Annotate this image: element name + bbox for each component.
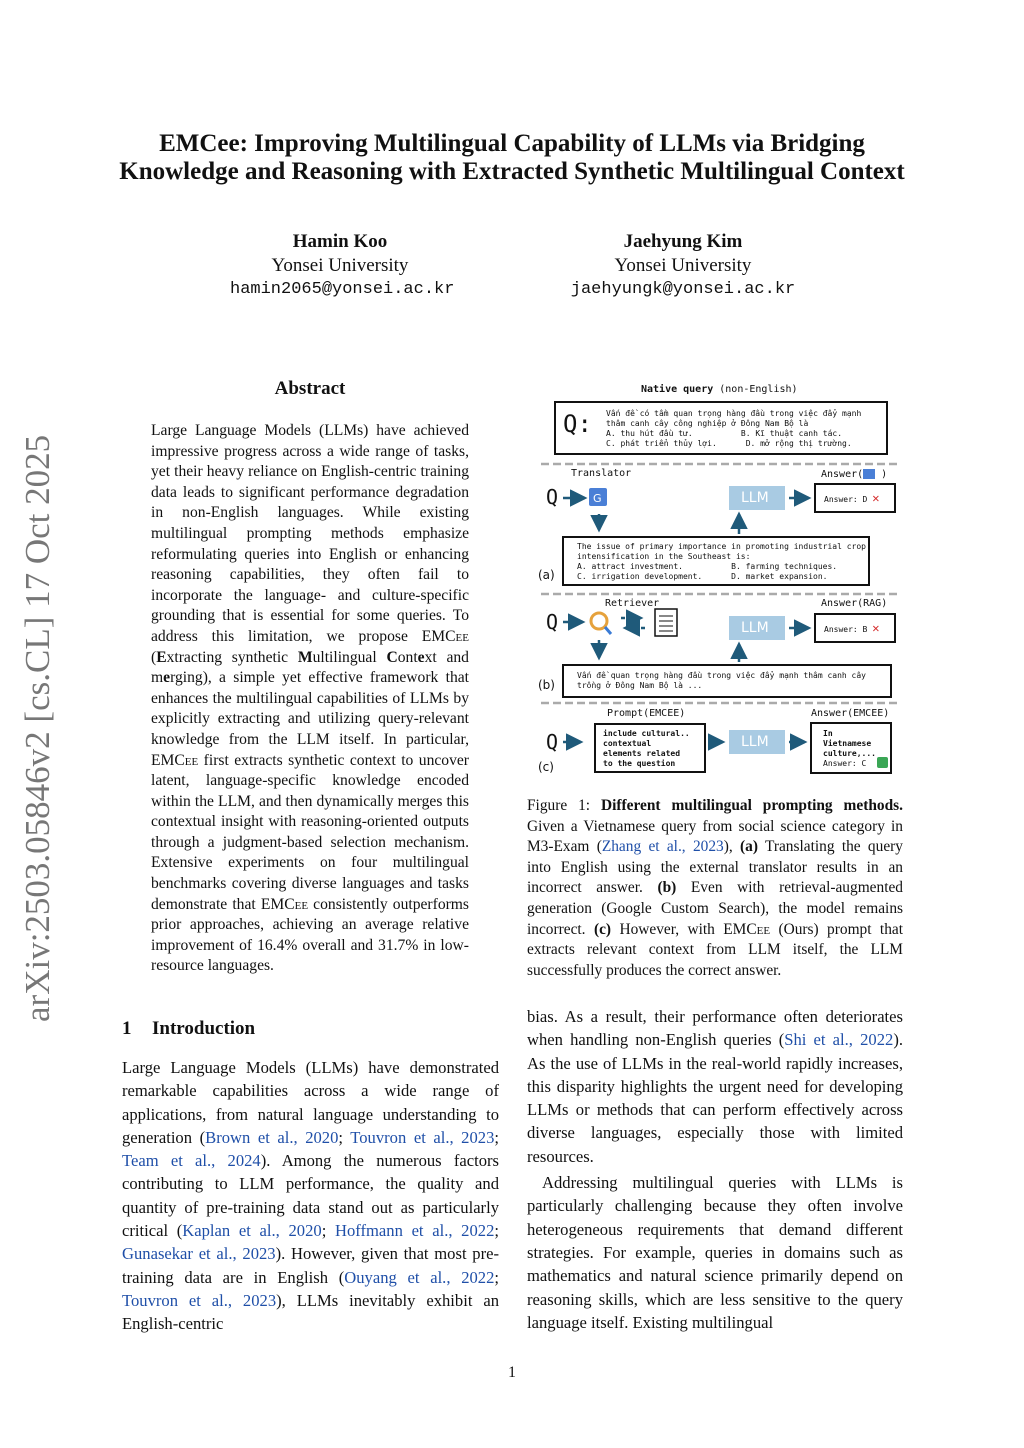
- paper-title: [0, 130, 1024, 186]
- prompt-text: include cultural.. contextual elements related to the question: [603, 729, 690, 768]
- section-heading-introduction: 1 Introduction: [122, 1018, 256, 1039]
- title-line-2: Knowledge and Reasoning with Extracted Synthetic Multilingual Context: [119, 158, 905, 185]
- check-icon: [877, 757, 888, 768]
- citation-link[interactable]: Gunasekar et al., 2023: [122, 1244, 276, 1264]
- q-label: Q:: [563, 410, 592, 438]
- abstract-body: Large Language Models (LLMs) have achieved impressive progress across a wide range of tasks, yet their heavy reliance on English-centric training data leads to significant performance degradation in non-English languages. While existing multilingual prompting methods emphasize reformulating queries into English or enhancing reasoning capabilities, they often fail to incorporate the language- and culture-specific grounding that is essential for some queries. To address this limitation, we propose EMCee (Extracting synthetic Multilingual Context and merging), a simple yet effective framework that enhances the multilingual capabilities of LLMs by explicitly extracting and utilizing query-relevant knowledge from the LLM itself. In particular, EMCee first extracts synthetic context to uncover latent, language-specific knowledge encoded within the LLM, and then dynamically merges this contextual insight with reasoning-oriented outputs through a judgment-based selection mechanism. Extensive experiments on four multilingual benchmarks covering diverse languages and tasks demonstrate that EMCee consistently outperforms prior approaches, achieving an average relative improvement of 16.4% overall and 31.7% in low-resource languages.: [151, 422, 470, 975]
- right-column-body: [527, 1005, 903, 1334]
- answer-label-b: Answer(RAG): [821, 598, 888, 609]
- arxiv-stamp: arXiv:2503.05846v2 [cs.CL] 17 Oct 2025: [18, 434, 57, 1022]
- native-query-text: Vấn đề có tầm quan trọng hàng đầu trong việc đẩy mạnh thâm canh cây công nghiệp ở Đông Nam Bộ là A. thu hút đầu tư. B. Kĩ thuật canh tác. C. phát triển thủy lợi. D. mở rộng thị trường.: [606, 409, 862, 448]
- abstract-heading: Abstract: [274, 378, 346, 399]
- translator-label: Translator: [571, 468, 632, 479]
- citation-link[interactable]: Ouyang et al., 2022: [344, 1267, 495, 1287]
- author-1: [230, 230, 455, 302]
- citation-link[interactable]: Team et al., 2024: [122, 1151, 261, 1171]
- answer-label-a: Answer( ): [821, 469, 888, 480]
- answer-c-text: In Vietnamese culture,... Answer: C: [823, 729, 876, 768]
- citation-link[interactable]: Touvron et al., 2023: [122, 1290, 277, 1310]
- document-icon: [655, 609, 677, 636]
- figure-1: G Native query (non-English) Q: Vấn đề có tầm quan trọng hàng đầu trong việc đẩy mạnh thâm canh cây công nghiệp ở Đông Nam Bộ là A. thu hút đầu tư. B. Kĩ thuật canh tác. C. phát triển thủy lợi. D. mở rộng thị trường. Translator Answer( ) Q LLM Answer: D ✕ The issue of primary importance in promoting industrial crop intensification in the Southeast is: A. attract investment. B. farming techniques. C. irrigation development. D. market expansion. (a) Retriever Answer(RAG) Q LLM Answer: B ✕ Vấn đề quan trọng hàng đầu trong việc đẩy mạnh thâm canh cây trồng ở Đông Nam Bộ là ... (b) Prompt(EMCEE) Answer(EMCEE) Q include cultural.. contextual elements related to the question LLM In Vietnamese culture,... Answer: C (c): [527, 380, 907, 780]
- search-icon: [591, 613, 607, 629]
- intro-paragraph: Large Language Models (LLMs) have demonstrated remarkable capabilities across a wide range of applications, from natural language understanding to generation (Brown et al., 2020; Touvron et al., 2023; Team et al., 2024). Among the numerous factors contributing to LLM performance, the quality and quantity of pre-training data stand out as particularly critical (Kaplan et al., 2020; Hoffmann et al., 2022; Gunasekar et al., 2023). However, given that most pre-training data are in English (Ouyang et al., 2022; Touvron et al., 2023), LLMs inevitably exhibit an English-centric: [122, 1058, 500, 1334]
- prompt-label: Prompt(EMCEE): [607, 708, 686, 719]
- paragraph: Addressing multilingual queries with LLMs is particularly challenging because they often involve heterogeneous requirements that demand different strategies. For example, queries in domains such as mathematics and natural science primarily depend on reasoning skills, which are less sensitive to the query language itself. Existing multilingual: [527, 1173, 903, 1332]
- author-affiliation: Yonsei University: [271, 255, 409, 276]
- retrieved-context-text: Vấn đề quan trọng hàng đầu trong việc đẩy mạnh thâm canh cây trồng ở Đông Nam Bộ là ...: [577, 671, 866, 690]
- citation-link[interactable]: Touvron et al., 2023: [350, 1127, 495, 1147]
- author-name: Hamin Koo: [292, 231, 388, 252]
- paragraph: bias. As a result, their performance often deteriorates when handling non-English queries (Shi et al., 2022). As the use of LLMs in the real-world rapidly increases, this disparity highlights the urgent need for developing LLMs or methods that can perform effectively across diverse languages, especially those with limited resources.: [527, 1007, 903, 1166]
- author-email[interactable]: jaehyungk@yonsei.ac.kr: [570, 280, 796, 299]
- figure-caption: Figure 1: Different multilingual prompting methods. Given a Vietnamese query from social science category in M3-Exam (Zhang et al., 2023), (a) Translating the query into English using the external translator results in an incorrect answer. (b) Even with retrieval-augmented generation (Google Custom Search), the model remains incorrect. (c) However, with EMCee (Ours) prompt that extracts relevant context from LLM itself, the LLM successfully produces the correct answer.: [527, 797, 903, 979]
- citation-link[interactable]: Hoffmann et al., 2022: [334, 1221, 495, 1241]
- author-affiliation: Yonsei University: [614, 255, 752, 276]
- author-name: Jaehyung Kim: [623, 231, 743, 252]
- citation-link[interactable]: Brown et al., 2020: [205, 1127, 339, 1147]
- page-number: 1: [508, 1364, 516, 1381]
- translated-query-text: The issue of primary importance in promoting industrial crop intensification in the Southeast is: A. attract investment. B. farming techniques. C. irrigation development. D. market expansion.: [577, 542, 866, 581]
- title-line-1: EMCee: Improving Multilingual Capability of LLMs via Bridging: [159, 130, 865, 157]
- citation-link[interactable]: Zhang et al., 2023: [601, 838, 724, 856]
- answer-label-c: Answer(EMCEE): [811, 708, 890, 719]
- author-2: [563, 230, 803, 302]
- citation-link[interactable]: Shi et al., 2022: [784, 1030, 894, 1050]
- author-email[interactable]: hamin2065@yonsei.ac.kr: [230, 280, 455, 299]
- citation-link[interactable]: Kaplan et al., 2020: [182, 1221, 322, 1241]
- retriever-label: Retriever: [605, 598, 660, 609]
- svg-text:G: G: [593, 492, 602, 505]
